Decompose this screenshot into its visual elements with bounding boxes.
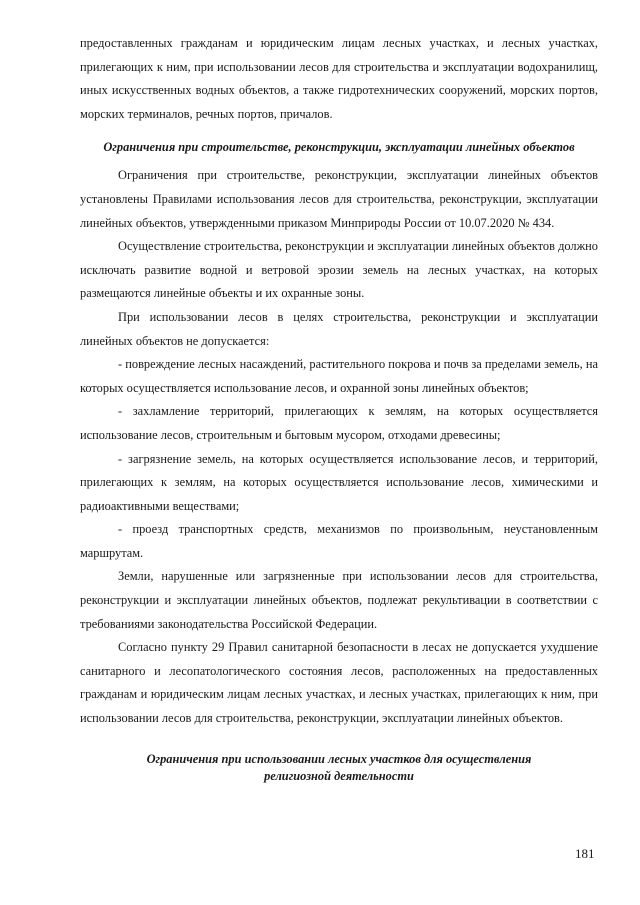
paragraph: Осуществление строительства, реконструкции и эксплуатации линейных объектов должно исключать развитие водной и ветровой эрозии земель на лесных участках, на которых размещаются линейные объекты и их охранные зоны. [80, 239, 598, 301]
list-item: - захламление территорий, прилегающих к землям, на которых осуществляется использование лесов, строительным и бытовым мусором, отходами древесины; [80, 404, 598, 442]
section-heading-line: Ограничения при использовании лесных участков для осуществления [146, 751, 532, 766]
section-heading-linear-objects: Ограничения при строительстве, реконструкции, эксплуатации линейных объектов [103, 140, 575, 155]
section-heading-religious-activity [80, 751, 598, 785]
page-number: 181 [575, 846, 595, 861]
list-item: - загрязнение земель, на которых осуществляется использование лесов, и территорий, прилегающих к землям, на которых осуществляется использование лесов, химическими и радиоактивными веществами; [80, 451, 598, 513]
paragraph-continuation: предоставленных гражданам и юридическим лицам лесных участках, и лесных участках, прилегающих к ним, при использовании лесов для строительства и эксплуатации водохранилищ, иных искусственных водных объектов, а также гидротехнических сооружений, морских портов, морских терминалов, речных портов, причалов. [80, 36, 598, 121]
paragraph: При использовании лесов в целях строительства, реконструкции и эксплуатации линейных объектов не допускается: [80, 309, 598, 348]
list-item: - проезд транспортных средств, механизмов по произвольным, неустановленным маршрутам. [80, 522, 598, 560]
list-item: - повреждение лесных насаждений, растительного покрова и почв за пределами земель, на которых осуществляется использование лесов, и охранной зоны линейных объектов; [80, 357, 598, 395]
section-heading-line: религиозной деятельности [264, 768, 414, 783]
paragraph: Ограничения при строительстве, реконструкции, эксплуатации линейных объектов установлены Правилами использования лесов для строительства, реконструкции, эксплуатации линейных объектов, утвержденными приказом Минприроды России от 10.07.2020 № 434. [80, 168, 598, 230]
paragraph: Земли, нарушенные или загрязненные при использовании лесов для строительства, реконструкции и эксплуатации линейных объектов, подлежат рекультивации в соответствии с требованиями законодательства Российской Федерации. [80, 569, 598, 631]
paragraph: Согласно пункту 29 Правил санитарной безопасности в лесах не допускается ухудшение санитарного и лесопатологического состояния лесов, расположенных на предоставленных гражданам и юридическим лицам лесных участках, и лесных участках, прилегающих к ним, при использовании лесов для строительства, реконструкции, эксплуатации линейных объектов. [80, 640, 598, 726]
document-page [80, 32, 598, 785]
